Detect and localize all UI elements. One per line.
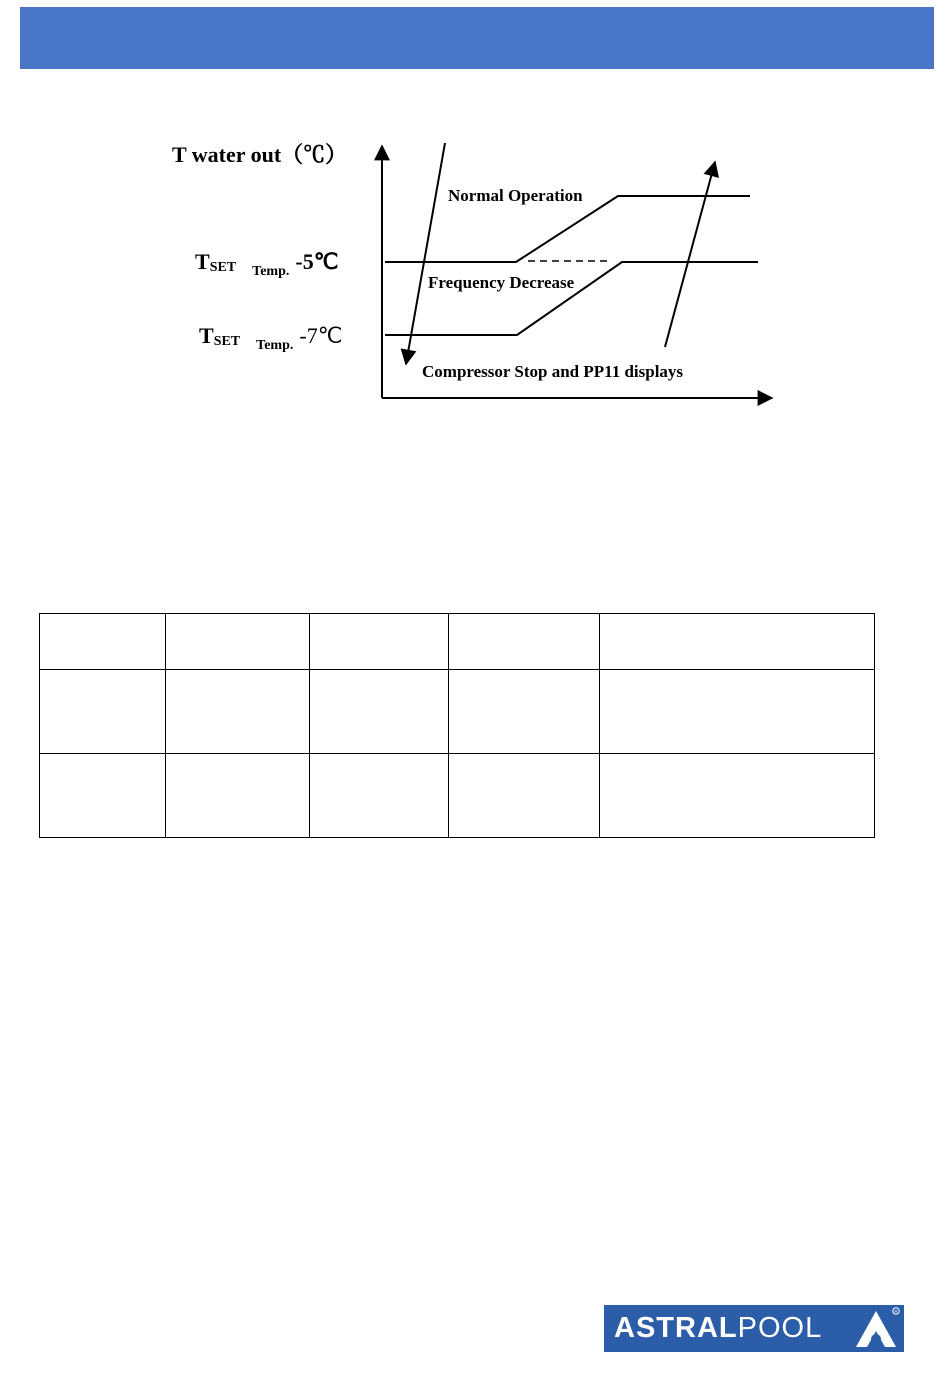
normal-operation-label: Normal Operation	[448, 186, 583, 205]
water-temperature-diagram	[0, 0, 950, 430]
upper-threshold-line	[385, 196, 750, 262]
compressor-stop-label: Compressor Stop and PP11 displays	[422, 362, 684, 381]
table-row	[40, 754, 875, 838]
logo-wordmark: ASTRALPOOL	[614, 1312, 823, 1344]
falling-temperature-arrow	[406, 143, 445, 364]
upper-level-label: TSET Temp. -5℃	[195, 249, 339, 279]
table-cell	[166, 754, 310, 838]
data-table	[39, 613, 875, 838]
table-cell	[449, 670, 600, 754]
svg-text:R: R	[894, 1309, 898, 1314]
table-cell	[600, 754, 875, 838]
table-cell	[310, 754, 449, 838]
rising-temperature-arrow	[665, 162, 715, 347]
astralpool-logo	[604, 1305, 904, 1352]
table-cell	[310, 670, 449, 754]
table-cell	[40, 754, 166, 838]
table-cell	[40, 614, 166, 670]
table-row	[40, 670, 875, 754]
table-cell	[600, 670, 875, 754]
y-axis-label: T water out（℃）	[172, 142, 348, 167]
table-cell	[600, 614, 875, 670]
logo-mark-icon	[852, 1305, 900, 1352]
table-cell	[449, 754, 600, 838]
table-cell	[166, 614, 310, 670]
table-cell	[40, 670, 166, 754]
lower-level-label: TSET Temp. -7℃	[199, 323, 343, 353]
table-row	[40, 614, 875, 670]
table-cell	[310, 614, 449, 670]
table-cell	[449, 614, 600, 670]
frequency-decrease-label: Frequency Decrease	[428, 273, 575, 292]
table-cell	[166, 670, 310, 754]
